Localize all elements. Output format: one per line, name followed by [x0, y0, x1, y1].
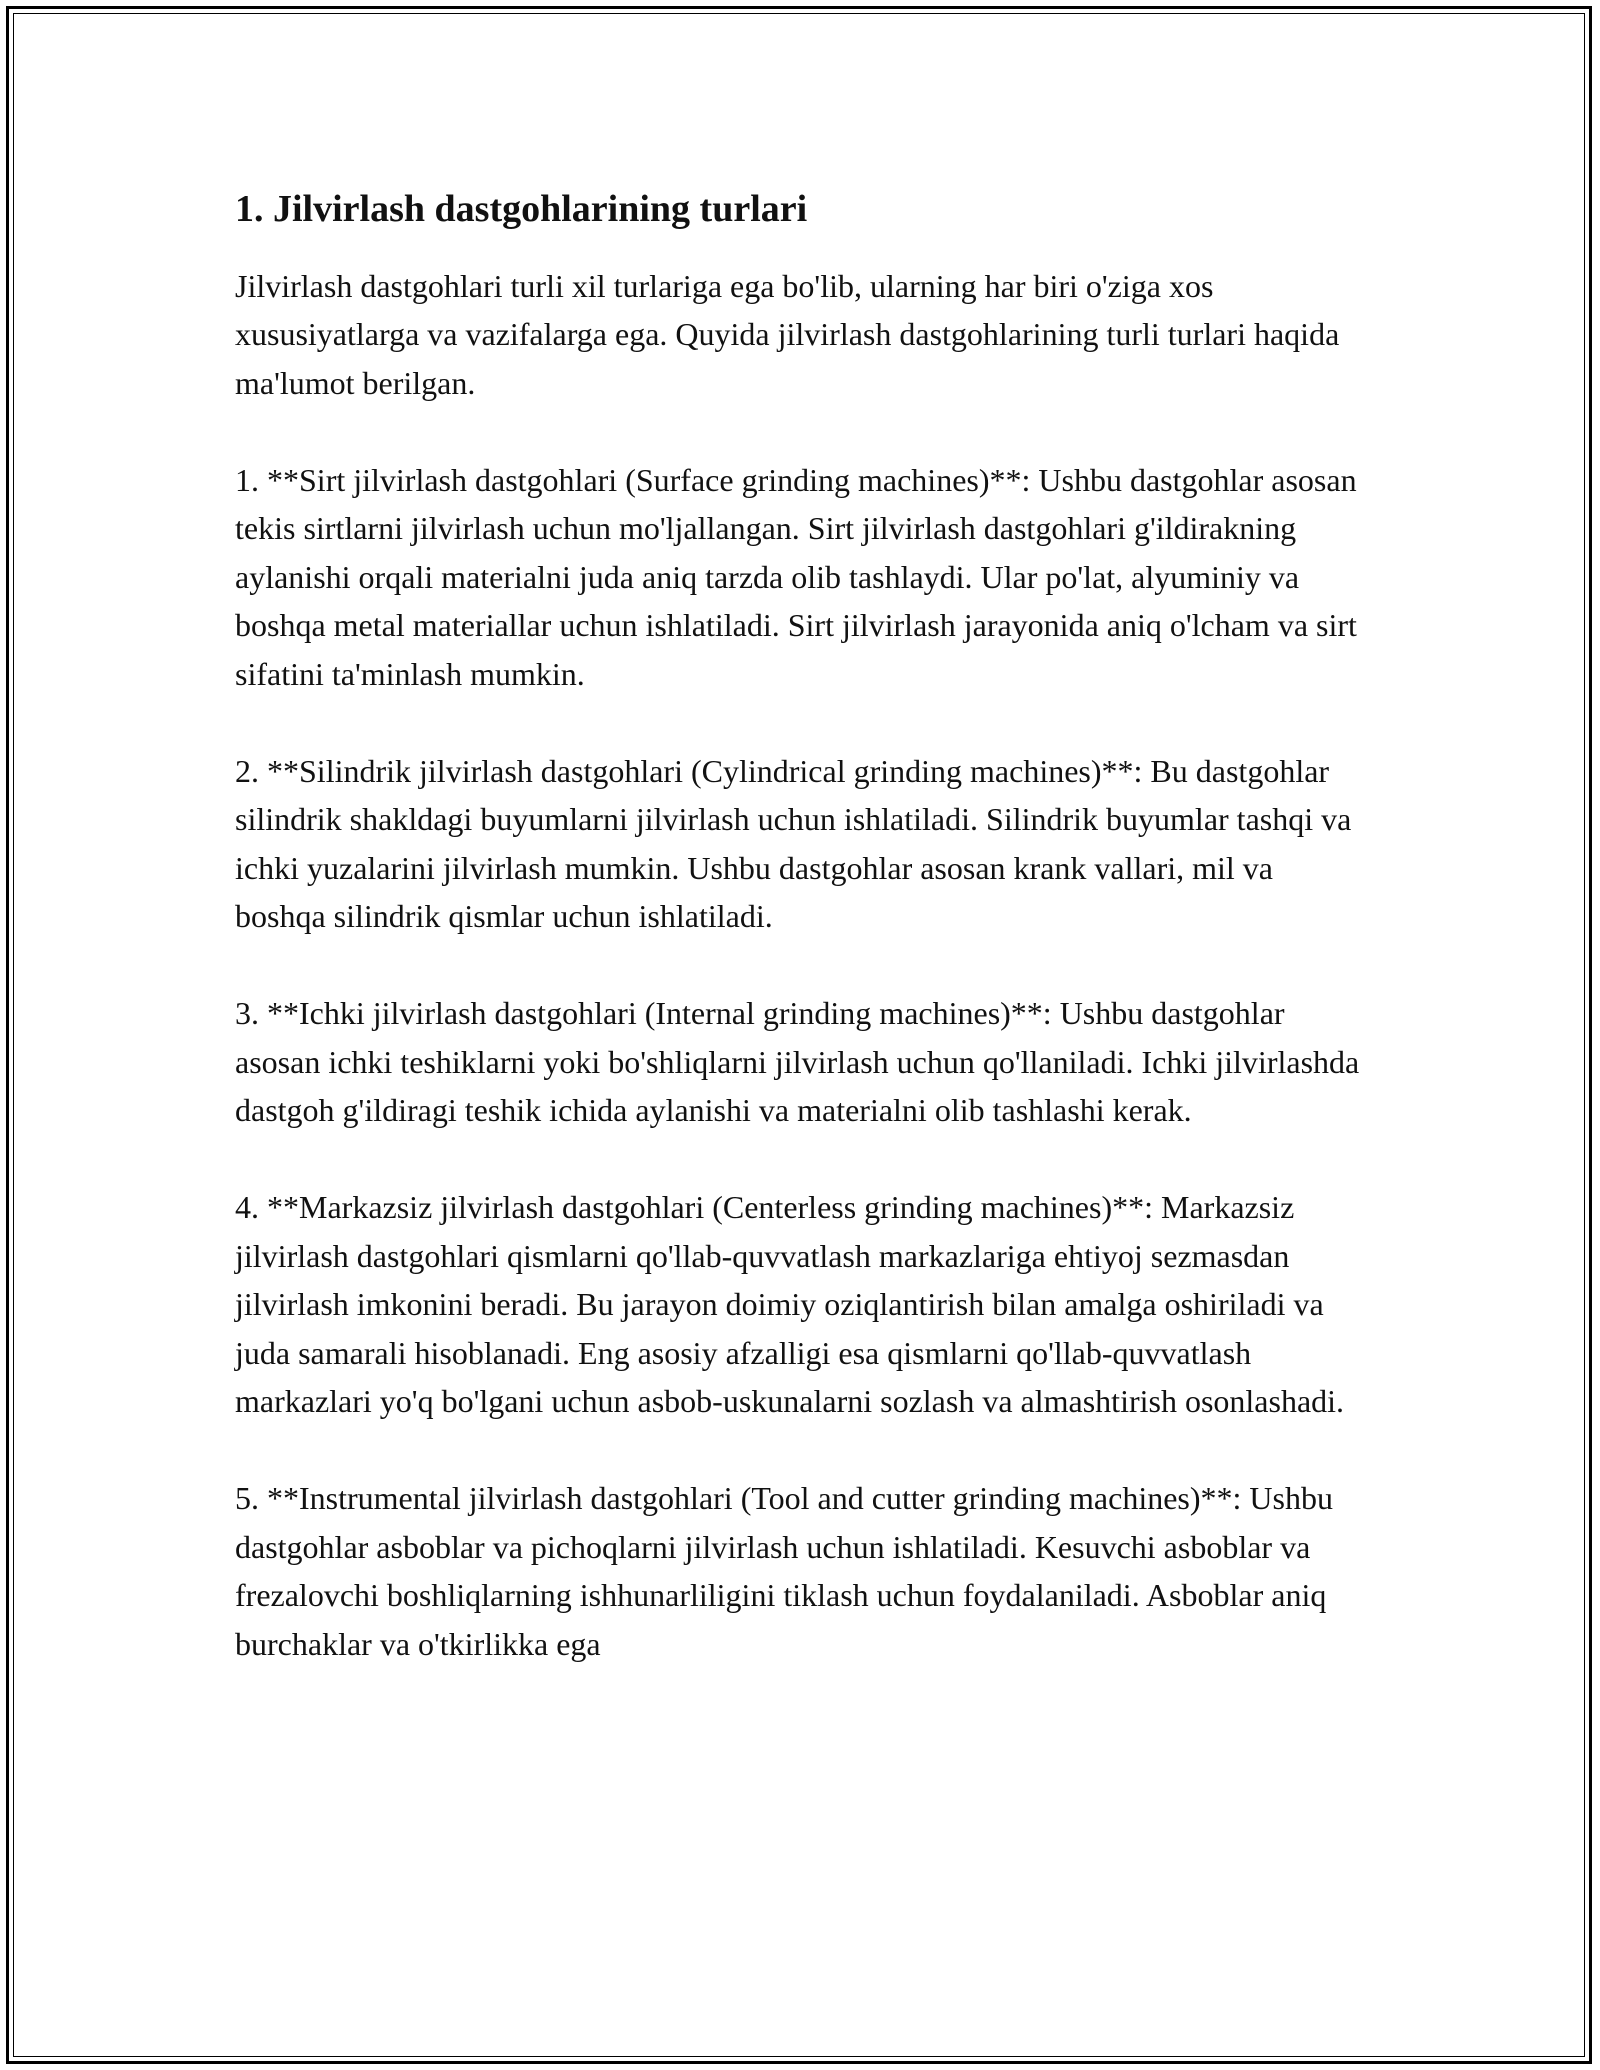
- document-body: [235, 186, 1370, 1717]
- paragraph-tool-cutter-grinding: 5. **Instrumental jilvirlash dastgohlari (Tool and cutter grinding machines)**: Ushbu dastgohlar asboblar va pichoqlarni jilvirlash uchun ishlatiladi. Kesuvchi asboblar va frezalovchi boshliqlarning ishhunarliligini tiklash uchun foydalaniladi. Asboblar aniq burchaklar va o'tkirlikka ega: [235, 1480, 1333, 1662]
- paragraph-centerless-grinding: 4. **Markazsiz jilvirlash dastgohlari (Centerless grinding machines)**: Markazsiz jilvirlash dastgohlari qismlarni qo'llab-quvvatlash markazlariga ehtiyoj sezmasdan jilvirlash imkonini beradi. Bu jarayon doimiy oziqlantirish bilan amalga oshiriladi va juda samarali hisoblanadi. Eng asosiy afzalligi esa qismlarni qo'llab-quvvatlash markazlari yo'q bo'lgani uchun asbob-uskunalarni sozlash va almashtirish osonlashadi.: [235, 1189, 1345, 1419]
- paragraph-cylindrical-grinding: 2. **Silindrik jilvirlash dastgohlari (Cylindrical grinding machines)**: Bu dastgohlar silindrik shakldagi buyumlarni jilvirlash uchun ishlatiladi. Silindrik buyumlar tashqi va ichki yuzalarini jilvirlash mumkin. Ushbu dastgohlar asosan krank vallari, mil va boshqa silindrik qismlar uchun ishlatiladi.: [235, 752, 1352, 934]
- document-title: 1. Jilvirlash dastgohlarining turlari: [235, 188, 808, 230]
- intro-paragraph: Jilvirlash dastgohlari turli xil turlariga ega bo'lib, ularning har biri o'ziga xos xususiyatlarga va vazifalarga ega. Quyida jilvirlash dastgohlarining turli turlari haqida ma'lumot berilgan.: [235, 267, 1340, 401]
- paragraph-surface-grinding: 1. **Sirt jilvirlash dastgohlari (Surface grinding machines)**: Ushbu dastgohlar asosan tekis sirtlarni jilvirlash uchun mo'ljallangan. Sirt jilvirlash dastgohlari g'ildirakning aylanishi orqali materialni juda aniq tarzda olib tashlaydi. Ular po'lat, alyuminiy va boshqa metal materiallar uchun ishlatiladi. Sirt jilvirlash jarayonida aniq o'lcham va sirt sifatini ta'minlash mumkin.: [235, 461, 1357, 692]
- paragraph-internal-grinding: 3. **Ichki jilvirlash dastgohlari (Internal grinding machines)**: Ushbu dastgohlar asosan ichki teshiklarni yoki bo'shliqlarni jilvirlash uchun qo'llaniladi. Ichki jilvirlashda dastgoh g'ildiragi teshik ichida aylanishi va materialni olib tashlashi kerak.: [235, 995, 1360, 1128]
